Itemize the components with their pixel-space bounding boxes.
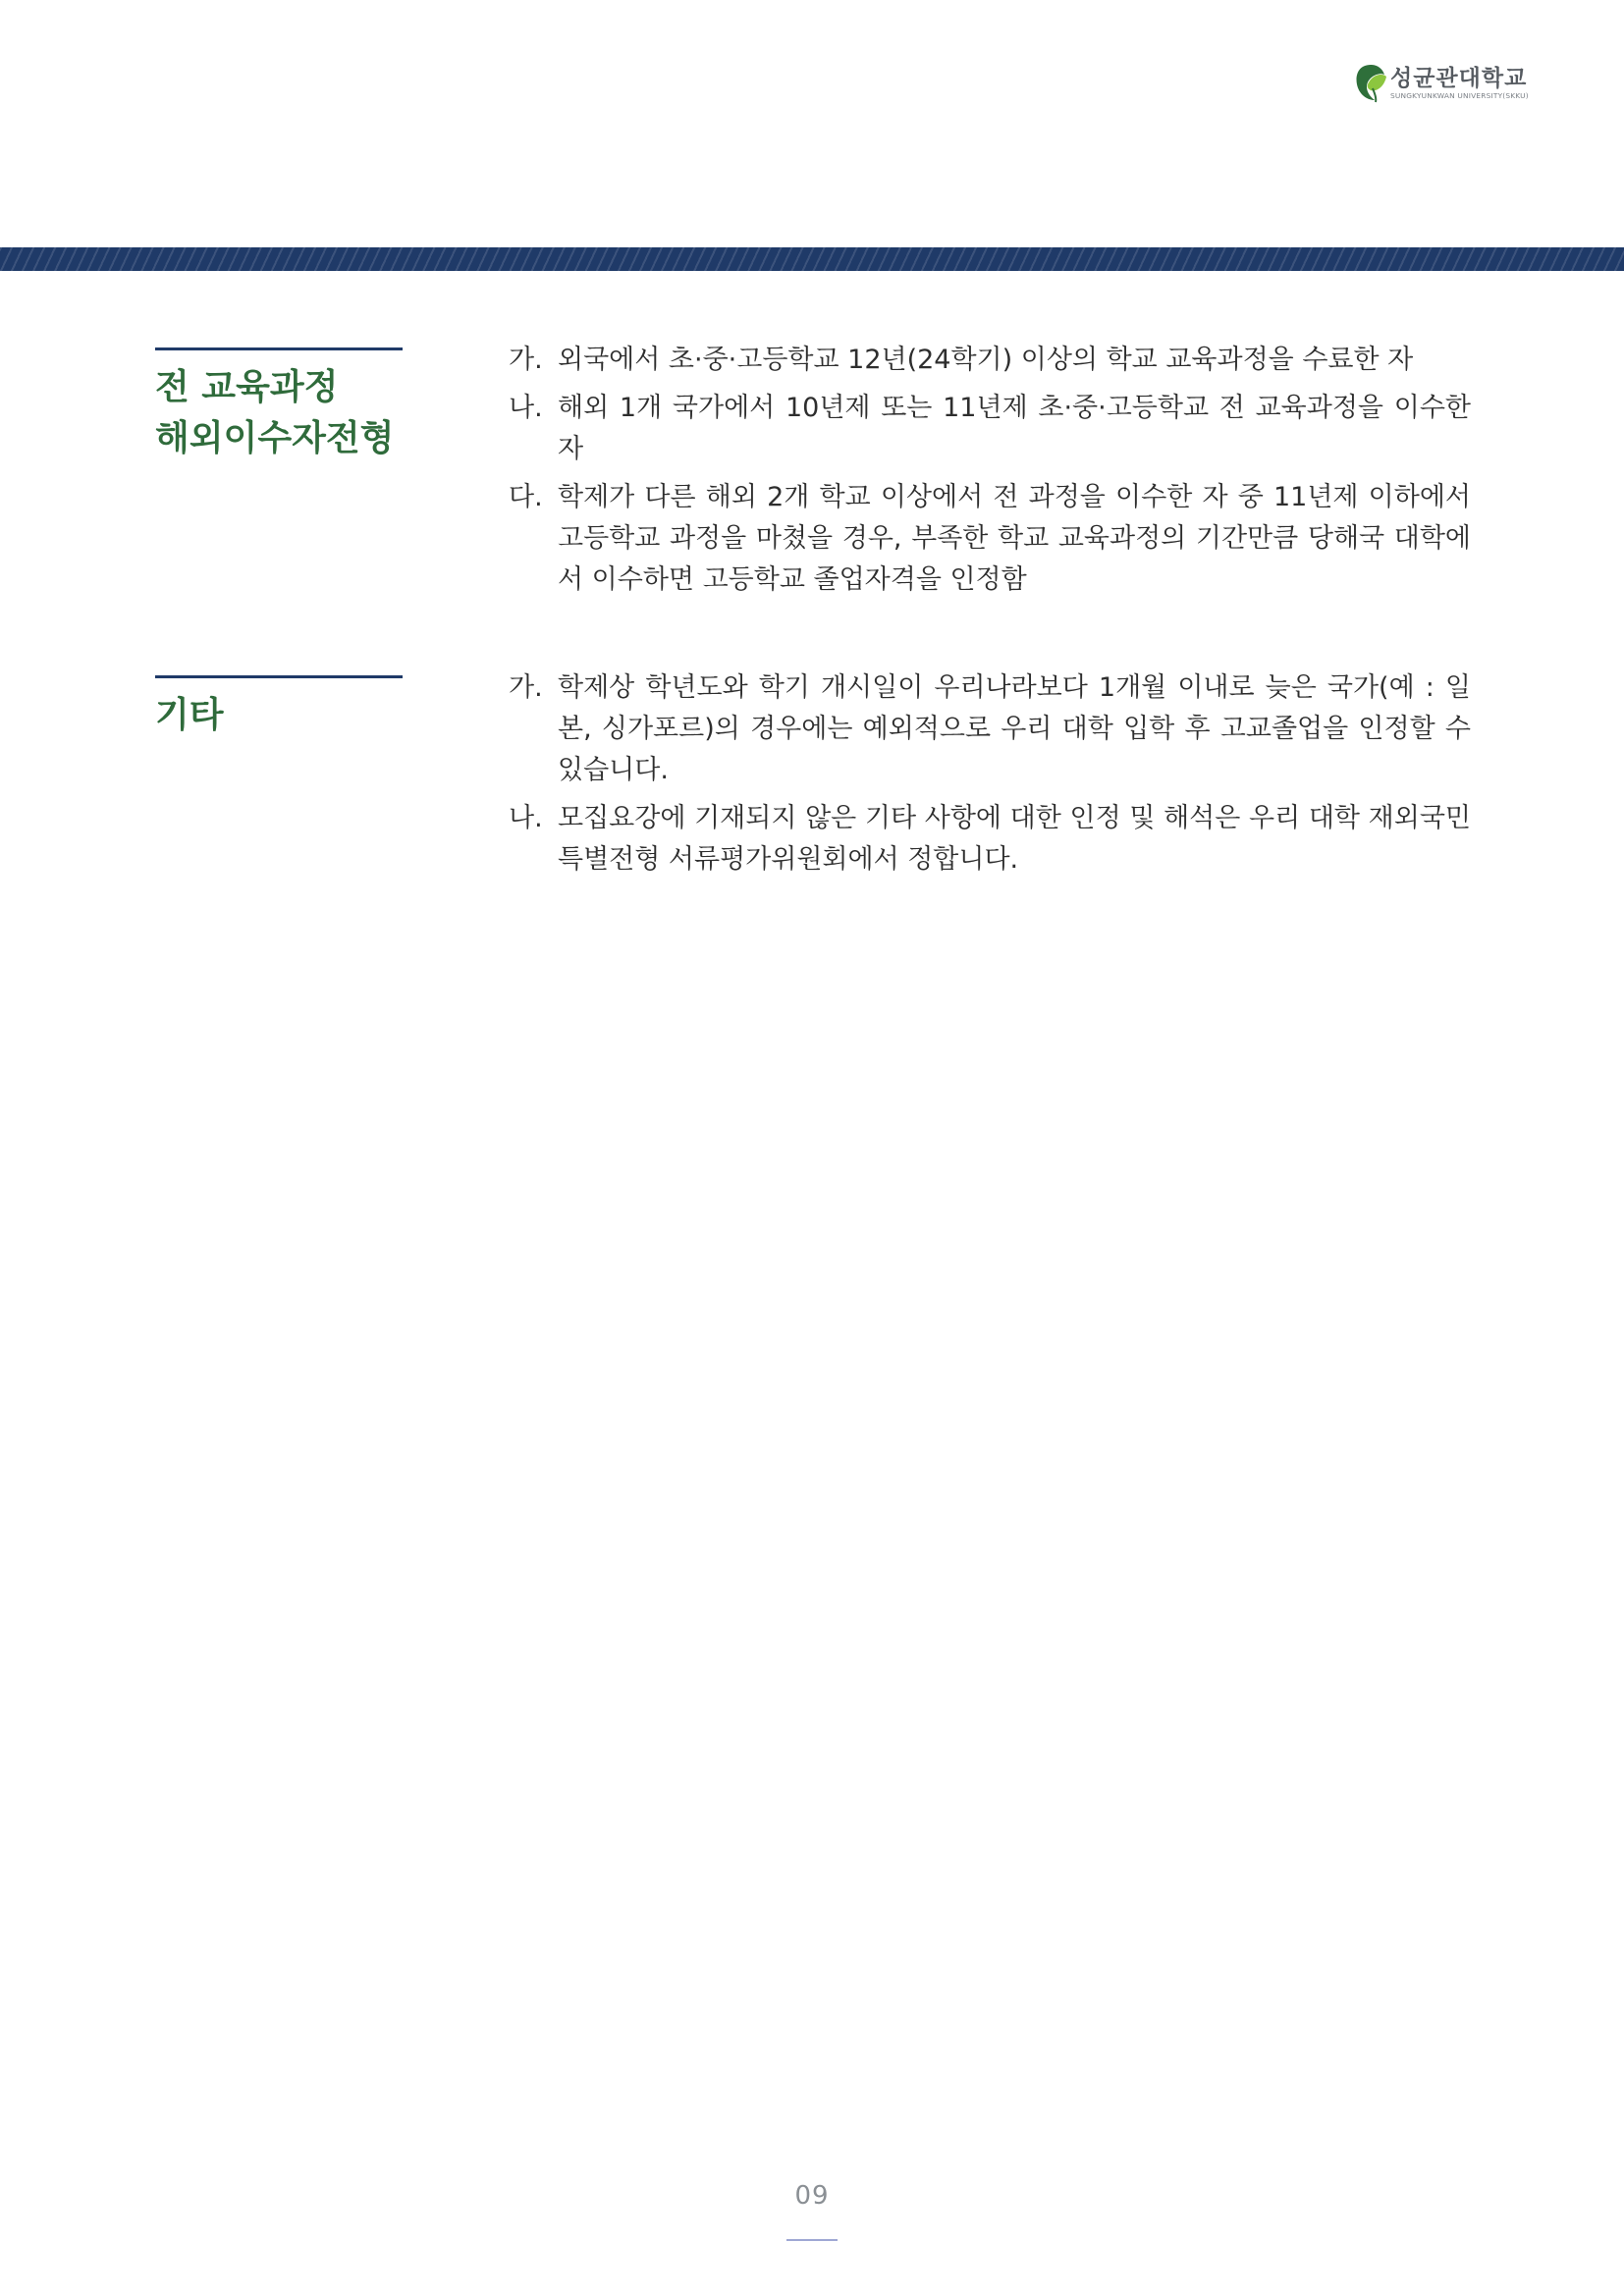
list-marker: 나. bbox=[509, 393, 543, 423]
list-marker: 다. bbox=[509, 482, 543, 512]
section-title bbox=[155, 690, 403, 741]
page-number: 09 bbox=[794, 2181, 830, 2211]
logo-name: 성균관대학교 bbox=[1390, 65, 1528, 91]
section-title-line1: 기타 bbox=[155, 695, 224, 735]
list-item-text: 모집요강에 기재되지 않은 기타 사항에 대한 인정 및 해석은 우리 대학 재외국민특별전형 서류평가위원회에서 정합니다. bbox=[558, 803, 1471, 875]
list-marker: 가. bbox=[509, 345, 543, 375]
section-title bbox=[155, 362, 403, 464]
section-list-other bbox=[509, 667, 1471, 887]
list-item bbox=[509, 477, 1471, 601]
section-heading-other bbox=[155, 675, 403, 741]
list-item bbox=[509, 667, 1471, 791]
list-item-text: 학제가 다른 해외 2개 학교 이상에서 전 과정을 이수한 자 중 11년제 이하에서 고등학교 과정을 마쳤을 경우, 부족한 학교 교육과정의 기간만큼 당해국 대학에서 이수하면 고등학교 졸업자격을 인정함 bbox=[558, 482, 1471, 595]
logo-english-name: SUNGKYUNKWAN UNIVERSITY(SKKU) bbox=[1390, 90, 1529, 100]
page-number-underline bbox=[786, 2239, 838, 2241]
list-item-text: 해외 1개 국가에서 10년제 또는 11년제 초·중·고등학교 전 교육과정을 이수한 자 bbox=[558, 393, 1471, 464]
university-logo bbox=[1353, 61, 1529, 104]
skku-gingko-leaf-icon bbox=[1353, 61, 1388, 104]
section-heading-overseas-curriculum bbox=[155, 347, 403, 464]
section-title-line1: 전 교육과정 bbox=[155, 367, 339, 407]
list-item bbox=[509, 340, 1471, 381]
list-item-text: 외국에서 초·중·고등학교 12년(24학기) 이상의 학교 교육과정을 수료한 자 bbox=[558, 345, 1414, 375]
list-item-text: 학제상 학년도와 학기 개시일이 우리나라보다 1개월 이내로 늦은 국가(예 : 일본, 싱가포르)의 경우에는 예외적으로 우리 대학 입학 후 고교졸업을 인정할 수 있습니다. bbox=[558, 672, 1471, 785]
list-marker: 나. bbox=[509, 803, 543, 833]
list-item bbox=[509, 388, 1471, 470]
header-band bbox=[0, 247, 1624, 271]
list-item bbox=[509, 798, 1471, 881]
section-list-overseas-curriculum bbox=[509, 340, 1471, 608]
list-marker: 가. bbox=[509, 672, 543, 703]
section-title-line2: 해외이수자전형 bbox=[155, 418, 395, 458]
